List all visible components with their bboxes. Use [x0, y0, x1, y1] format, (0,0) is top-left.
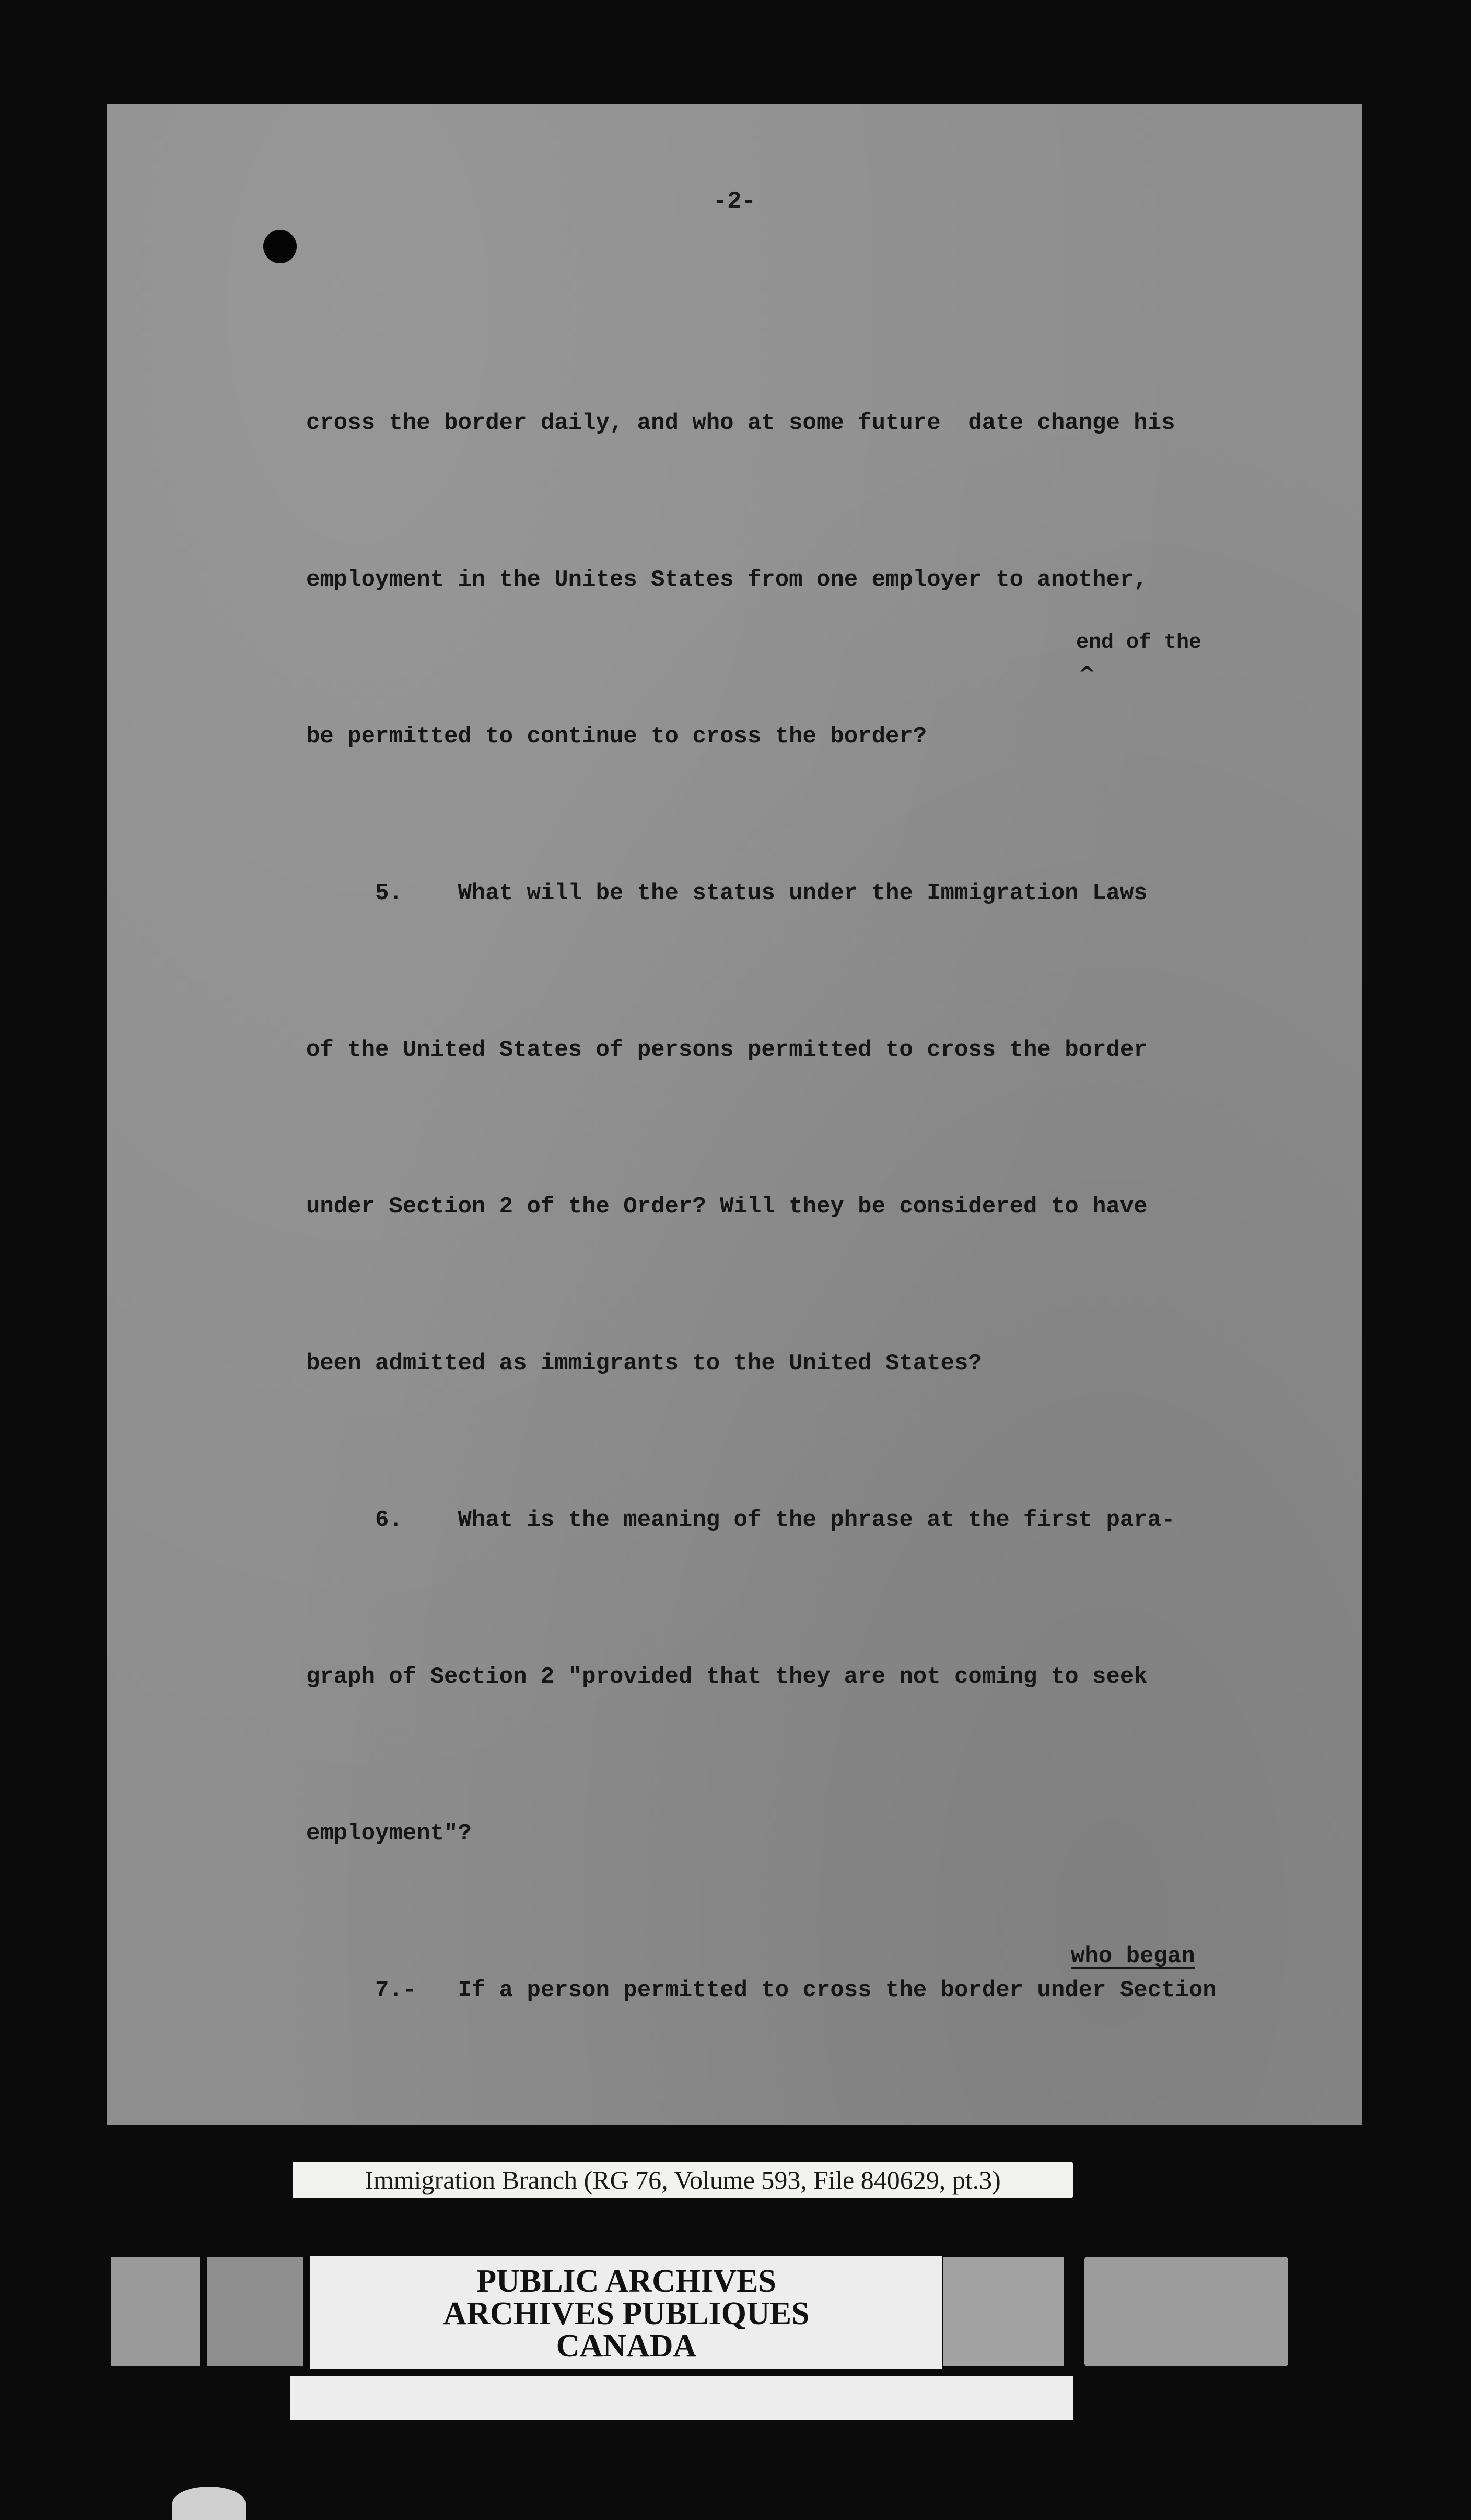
catchword: who began [1071, 1943, 1195, 1969]
typed-body [306, 293, 1288, 2125]
smudge [172, 2487, 246, 2520]
strip-block [207, 2257, 303, 2366]
document-page [107, 104, 1362, 2125]
text-line: employment in the Unites States from one employer to another, [306, 567, 1148, 593]
stamp-line: CANADA [556, 2328, 697, 2364]
strip-block [111, 2257, 200, 2366]
archive-reference-label: Immigration Branch (RG 76, Volume 593, File 840629, pt.3) [293, 2162, 1073, 2198]
interlinear-insertion: end of the [1076, 631, 1202, 655]
strip-block [1084, 2257, 1288, 2366]
bottom-slip [290, 2376, 1073, 2420]
caret-icon: ^ [1078, 662, 1096, 686]
text-line: graph of Section 2 "provided that they are not coming to seek [306, 1664, 1148, 1690]
question-6-line: 6. What is the meaning of the phrase at the first para- [306, 1507, 1175, 1533]
stamp-line: PUBLIC ARCHIVES [476, 2264, 776, 2299]
text-line: be permitted to continue to cross the border? [306, 724, 927, 750]
question-5-line: 5. What will be the status under the Immigration Laws [306, 880, 1148, 906]
text-line [306, 2121, 1288, 2125]
text-line: under Section 2 of the Order? Will they be considered to have [306, 1194, 1148, 1220]
text-line: employment"? [306, 1821, 472, 1847]
strip-block [943, 2257, 1064, 2366]
text-line: been admitted as immigrants to the United States? [306, 1350, 982, 1376]
stamp-line: ARCHIVES PUBLIQUES [443, 2296, 810, 2331]
question-7-line: 7.- If a person permitted to cross the border under Section [306, 1977, 1217, 2003]
page-number: -2- [713, 188, 756, 215]
text-line: cross the border daily, and who at some future date change his [306, 410, 1175, 436]
punch-hole [263, 230, 297, 263]
text-line: of the United States of persons permitted to cross the border [306, 1037, 1148, 1063]
public-archives-stamp [310, 2256, 942, 2369]
